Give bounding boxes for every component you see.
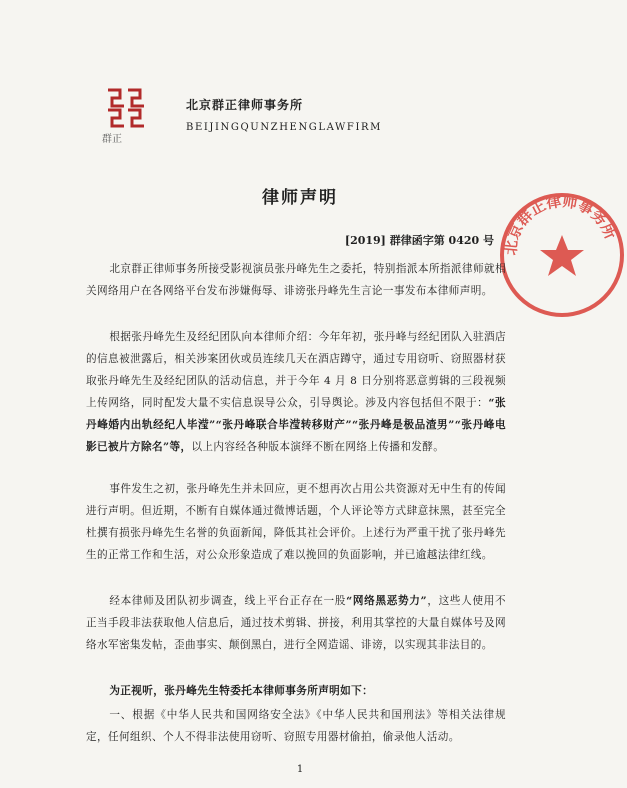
paragraph-4-text: 经本律师及团队初步调查，线上平台正存在一股 (109, 595, 347, 607)
paragraph-4-tail: ，这些人使用不正当手段非法获取他人信息后，通过技术剪辑、拼接，利用其掌控的大量自媒体号及网络水军密集发帖，歪曲事实、颠倒黑白，进行全网造谣、诽谤，以实现其非法目的。 (86, 595, 506, 651)
paragraph-5 (86, 680, 506, 702)
declaration-intro: 为正视听，张丹峰先生特委托本律师事务所声明如下： (109, 685, 374, 697)
paragraph-2-tail: 以上内容经各种版本演绎不断在网络上传播和发酵。 (191, 441, 445, 453)
paragraph-4 (86, 590, 506, 656)
firm-name-en: BEIJINGQUNZHENGLAWFIRM (186, 122, 382, 133)
red-seal-stamp (497, 190, 627, 320)
declaration-item-1: 一、根据《中华人民共和国网络安全法》《中华人民共和国刑法》等相关法律规定，任何组织、个人不得非法使用窃听、窃照专用器材偷拍，偷录他人活动。 (86, 709, 506, 743)
paragraph-2-text: 根据张丹峰先生及经纪团队向本律师介绍：今年年初，张丹峰与经纪团队入驻酒店的信息被泄露后，相关涉案团伙或员连续几天在酒店蹲守，通过专用窃听、窃照器材获取张丹峰先生及经纪团队的活动信息，并于今年 4 月 8 日分别将恶意剪辑的三段视频上传网络，同时配发大量不实信息误导公众，引导舆论。涉及内容包括但不限于： (86, 331, 506, 409)
paragraph-2 (86, 326, 506, 458)
firm-name-cn: 北京群正律师事务所 (186, 98, 304, 112)
rumor-quotes: “张丹峰婚内出轨经纪人毕滢”“张丹峰联合毕滢转移财产”“张丹峰是极品渣男”“张丹峰电影已被片方除名”等， (86, 397, 506, 453)
paragraph-6 (86, 704, 506, 748)
paragraph-1 (86, 258, 506, 302)
paragraph-3 (86, 478, 506, 566)
stamp-text: 北京群正律师事务所 (501, 192, 620, 256)
firm-logo (100, 86, 148, 146)
paragraph-3-text: 事件发生之初，张丹峰先生并未回应，更不想再次占用公共资源对无中生有的传闻进行声明。但近期，不断有自媒体通过微博话题，个人评论等方式肆意抹黑，甚至完全杜撰有损张丹峰先生名誉的负面新闻，降低其社会评价。上述行为严重干扰了张丹峰先生的正常工作和生活，对公众形象造成了难以挽回的负面影响，并已逾越法律红线。 (86, 483, 506, 561)
black-force-quote: “网络黑恶势力” (346, 595, 428, 607)
logo-text: 群正 (102, 134, 122, 145)
statement-title: 律师声明 (262, 188, 338, 208)
paragraph-1-text: 北京群正律师事务所接受影视演员张丹峰先生之委托，特别指派本所指派律师就相关网络用户在各网络平台发布涉嫌侮辱、诽谤张丹峰先生言论一事发布本律师声明。 (86, 263, 506, 297)
page-number: 1 (296, 764, 304, 775)
document-number: [2019] 群律函字第 0420 号 (344, 234, 494, 247)
